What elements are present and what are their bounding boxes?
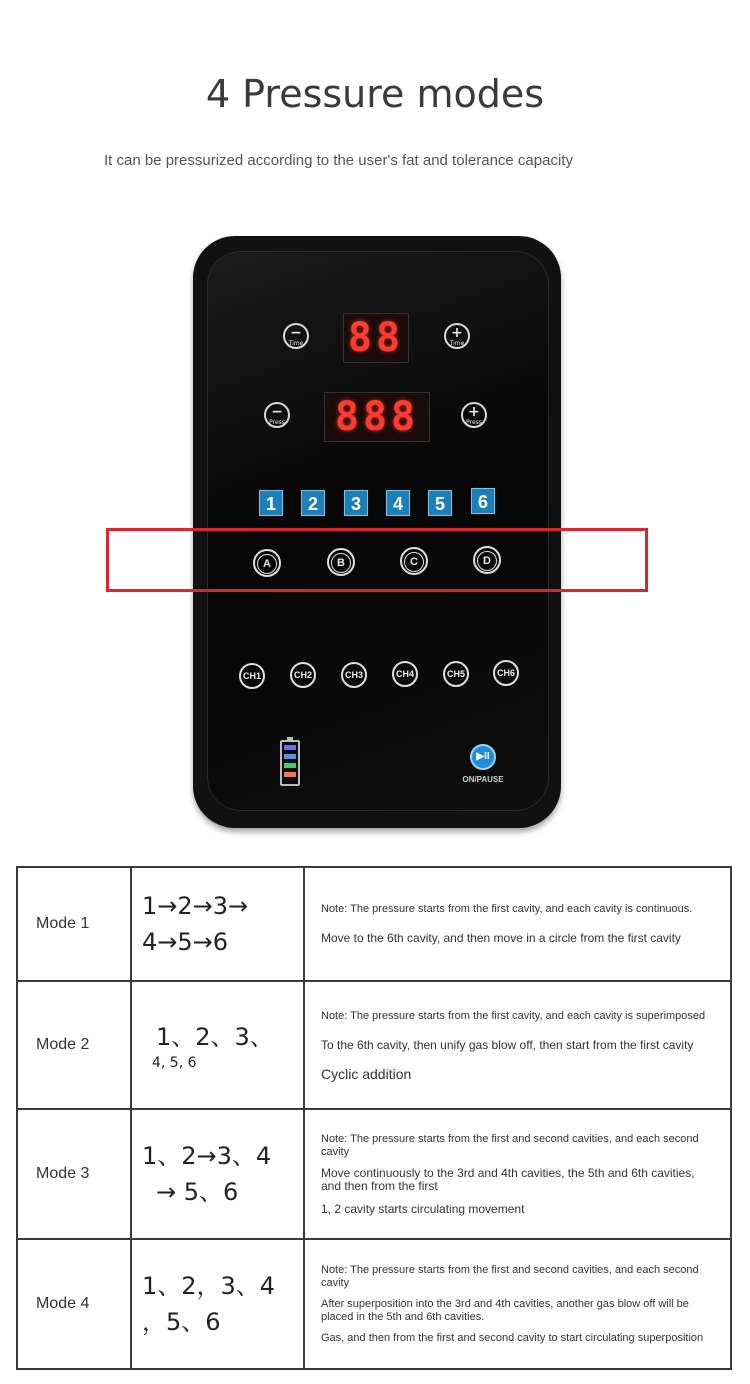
mode-sequence: 1、2、3、 4, 5, 6 xyxy=(131,981,304,1109)
channel-1-button[interactable]: CH1 xyxy=(239,663,265,689)
mode-name: Mode 4 xyxy=(17,1239,131,1369)
play-pause-icon: ▶II xyxy=(476,751,490,762)
letter-buttons-highlight-box xyxy=(106,528,648,592)
mode-sequence: 1、2，3、4 ，5、6 xyxy=(131,1239,304,1369)
play-pause-button[interactable] xyxy=(470,744,496,770)
mode-notes: Note: The pressure starts from the first and second cavities, and each second cavity Move continuously to the 3rd and 4th cavities, the 5th and 6th cavities, and then from the first 1, 2 cavity starts circulating movement xyxy=(304,1109,731,1239)
battery-icon xyxy=(280,740,300,786)
mode-sequence: 1→2→3→ 4→5→6 xyxy=(131,867,304,981)
battery-bar-4 xyxy=(284,772,296,777)
time-minus-button[interactable] xyxy=(283,323,309,349)
modes-table xyxy=(16,866,732,1370)
channel-3-button[interactable]: CH3 xyxy=(341,662,367,688)
time-plus-button[interactable] xyxy=(444,323,470,349)
table-row xyxy=(17,1239,731,1369)
time-minus-label: Time xyxy=(288,340,304,347)
minus-icon: − xyxy=(271,404,283,420)
mode-key-1[interactable]: 1 xyxy=(259,490,283,516)
plus-icon: + xyxy=(468,404,480,420)
mode-key-4[interactable]: 4 xyxy=(386,490,410,516)
letter-d-label: D xyxy=(477,551,497,571)
mode-name: Mode 3 xyxy=(17,1109,131,1239)
mode-key-3[interactable]: 3 xyxy=(344,490,368,516)
channel-6-button[interactable]: CH6 xyxy=(493,660,519,686)
pressure-display: 888 xyxy=(324,392,430,442)
battery-bar-1 xyxy=(284,745,296,750)
mode-key-5[interactable]: 5 xyxy=(428,490,452,516)
mode-name: Mode 1 xyxy=(17,867,131,981)
table-row xyxy=(17,981,731,1109)
press-minus-label: Press xyxy=(269,419,285,426)
battery-bar-2 xyxy=(284,754,296,759)
channel-4-button[interactable]: CH4 xyxy=(392,661,418,687)
table-row xyxy=(17,1109,731,1239)
play-pause-label: ON/PAUSE xyxy=(462,775,504,784)
battery-bar-3 xyxy=(284,763,296,768)
press-plus-button[interactable] xyxy=(461,402,487,428)
mode-key-2[interactable]: 2 xyxy=(301,490,325,516)
channel-5-button[interactable]: CH5 xyxy=(443,661,469,687)
time-plus-label: Time xyxy=(449,340,465,347)
mode-sequence: 1、2→3、4 → 5、6 xyxy=(131,1109,304,1239)
minus-icon: − xyxy=(290,325,302,341)
mode-notes: Note: The pressure starts from the first cavity, and each cavity is superimposed To the 6th cavity, then unify gas blow off, then start from the first cavity Cyclic addition xyxy=(304,981,731,1109)
table-row xyxy=(17,867,731,981)
page-subtitle: It can be pressurized according to the user's fat and tolerance capacity xyxy=(104,152,573,169)
mode-key-6[interactable]: 6 xyxy=(471,488,495,514)
page-title: 4 Pressure modes xyxy=(205,72,545,116)
letter-c-label: C xyxy=(404,552,424,572)
letter-b-label: B xyxy=(331,553,351,573)
time-display: 88 xyxy=(343,313,409,363)
mode-name: Mode 2 xyxy=(17,981,131,1109)
mode-notes: Note: The pressure starts from the first cavity, and each cavity is continuous. Move to the 6th cavity, and then move in a circle from the first cavity xyxy=(304,867,731,981)
mode-notes: Note: The pressure starts from the first and second cavities, and each second cavity After superposition into the 3rd and 4th cavities, another gas blow off will be placed in the 5th and 6th cavities. Gas, and then from the first and second cavity to start circulating superposition xyxy=(304,1239,731,1369)
press-minus-button[interactable] xyxy=(264,402,290,428)
press-plus-label: Press xyxy=(466,419,482,426)
plus-icon: + xyxy=(451,325,463,341)
channel-2-button[interactable]: CH2 xyxy=(290,662,316,688)
letter-a-label: A xyxy=(257,554,277,574)
